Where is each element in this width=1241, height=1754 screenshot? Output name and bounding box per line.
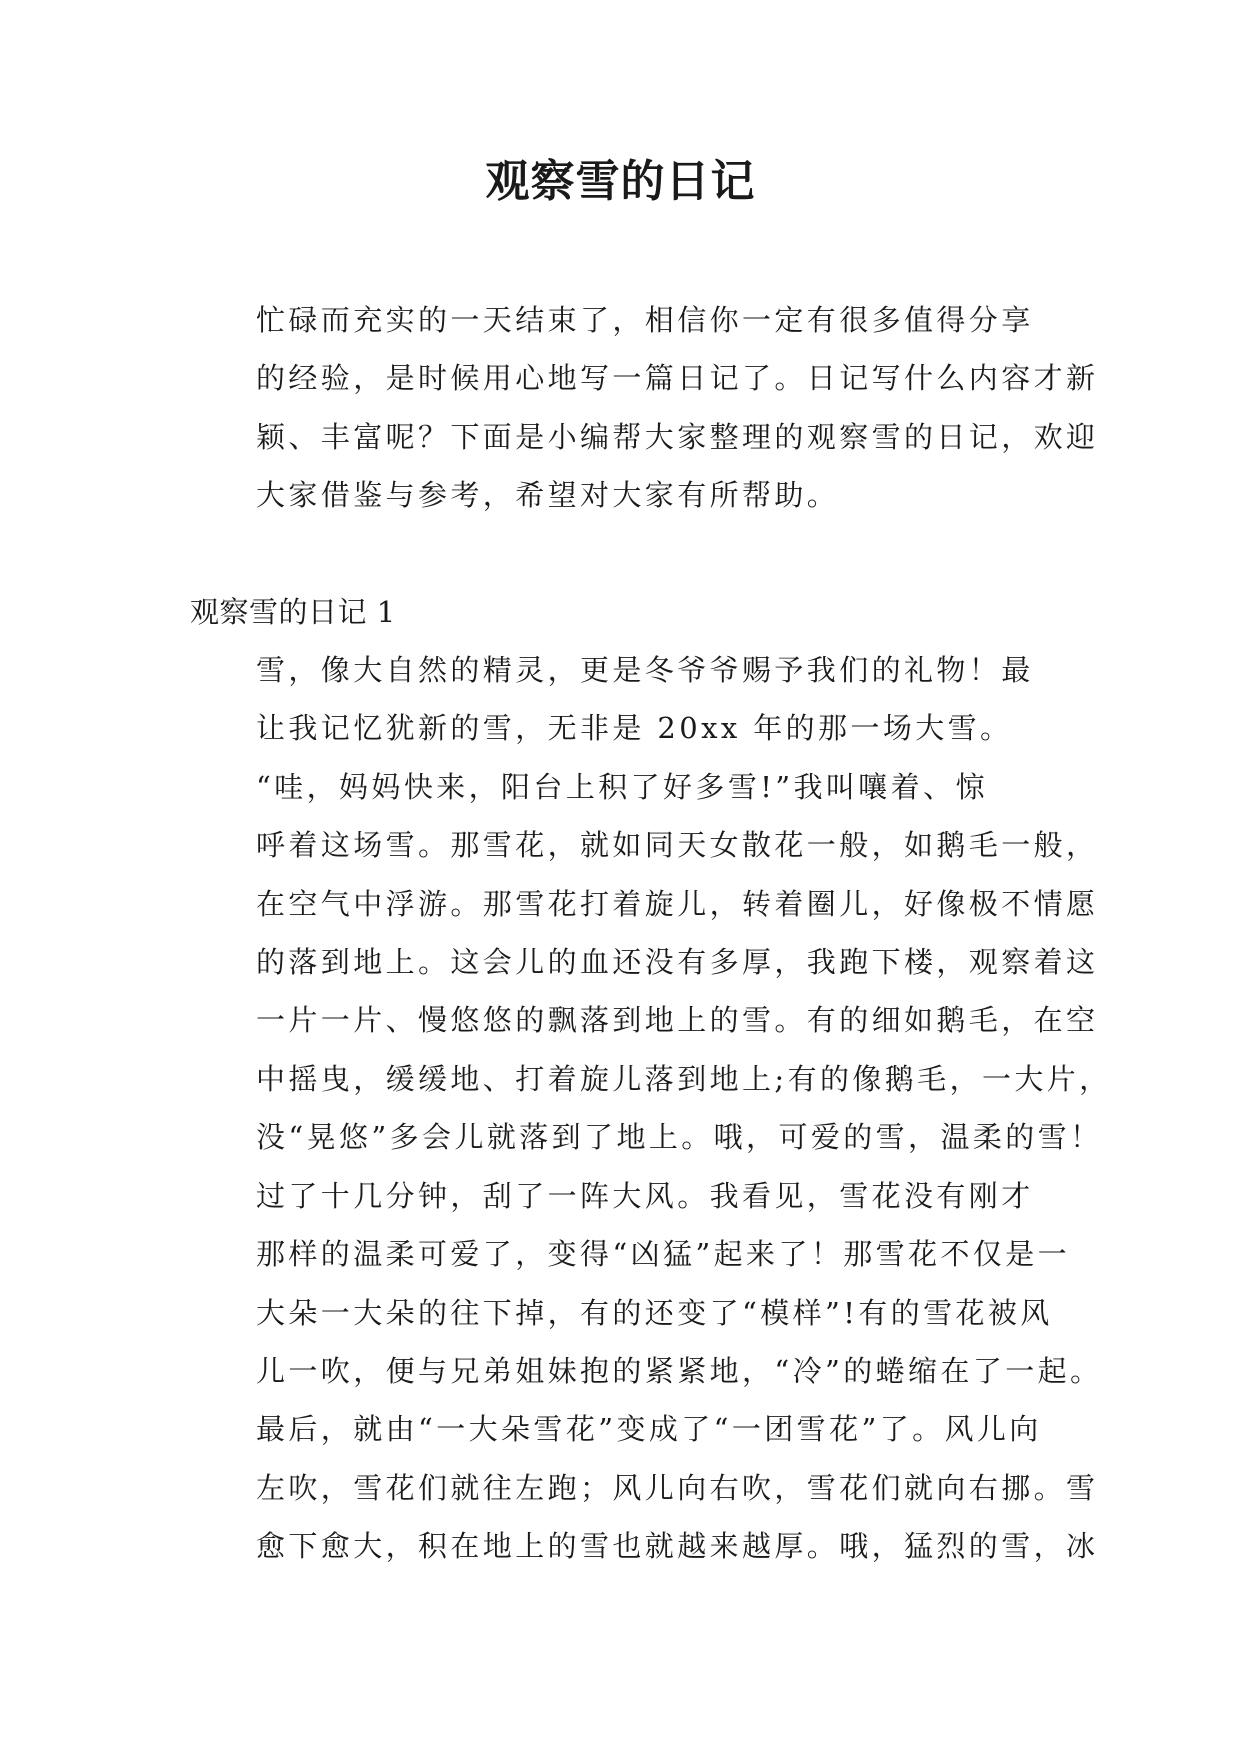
paragraph-line: 一片一片、慢悠悠的飘落到地上的雪。有的细如鹅毛，在空 [256, 1003, 1099, 1038]
paragraph-line: 中摇曳，缓缓地、打着旋儿落到地上;有的像鹅毛，一大片， [256, 1061, 1112, 1096]
paragraph-line: 呼着这场雪。那雪花，就如同天女散花一般，如鹅毛一般， [256, 828, 1099, 863]
paragraph-line: 儿一吹，便与兄弟姐妹抱的紧紧地，“冷”的蜷缩在了一起。 [256, 1353, 1103, 1388]
intro-line: 颖、丰富呢？下面是小编帮大家整理的观察雪的日记，欢迎 [256, 419, 1099, 454]
paragraph-line: “哇，妈妈快来，阳台上积了好多雪!”我叫嚷着、惊 [256, 769, 988, 804]
body-paragraph [190, 758, 1112, 1167]
body-paragraph [190, 641, 1050, 758]
document-title: 观察雪的日记 [485, 156, 756, 207]
paragraph-gap [190, 525, 1050, 583]
paragraph-line: 的落到地上。这会儿的血还没有多厚，我跑下楼，观察着这 [256, 945, 1099, 980]
intro-paragraph [190, 291, 1099, 525]
document-body [190, 291, 1112, 1576]
paragraph-line: 左吹，雪花们就往左跑；风儿向右吹，雪花们就向右挪。雪 [256, 1470, 1099, 1505]
intro-line: 的经验，是时候用心地写一篇日记了。日记写什么内容才新 [256, 361, 1099, 396]
paragraph-line: 那样的温柔可爱了，变得“凶猛”起来了！那雪花不仅是一 [256, 1237, 1071, 1272]
paragraph-line: 大朵一大朵的往下掉，有的还变了“模样”!有的雪花被风 [256, 1295, 1053, 1330]
paragraph-line: 雪，像大自然的精灵，更是冬爷爷赐予我们的礼物！最 [256, 653, 1034, 688]
paragraph-line: 在空气中浮游。那雪花打着旋儿，转着圈儿，好像极不情愿 [256, 886, 1099, 921]
intro-line: 忙碌而充实的一天结束了，相信你一定有很多值得分享 [256, 303, 1034, 337]
paragraph-line: 没“晃悠”多会儿就落到了地上。哦，可爱的雪，温柔的雪！ [256, 1120, 1103, 1155]
paragraph-line: 最后，就由“一大朵雪花”变成了“一团雪花”了。风儿向 [256, 1412, 1042, 1447]
body-paragraph [190, 1167, 1103, 1576]
intro-line: 大家借鉴与参考，希望对大家有所帮助。 [256, 478, 840, 513]
paragraph-line: 过了十几分钟，刮了一阵大风。我看见，雪花没有刚才 [256, 1178, 1034, 1213]
paragraph-line: 让我记忆犹新的雪，无非是 20xx 年的那一场大雪。 [256, 711, 1013, 746]
paragraph-line: 愈下愈大，积在地上的雪也就越来越厚。哦，猛烈的雪，冰 [256, 1529, 1099, 1564]
section-heading: 观察雪的日记 1 [190, 594, 396, 629]
